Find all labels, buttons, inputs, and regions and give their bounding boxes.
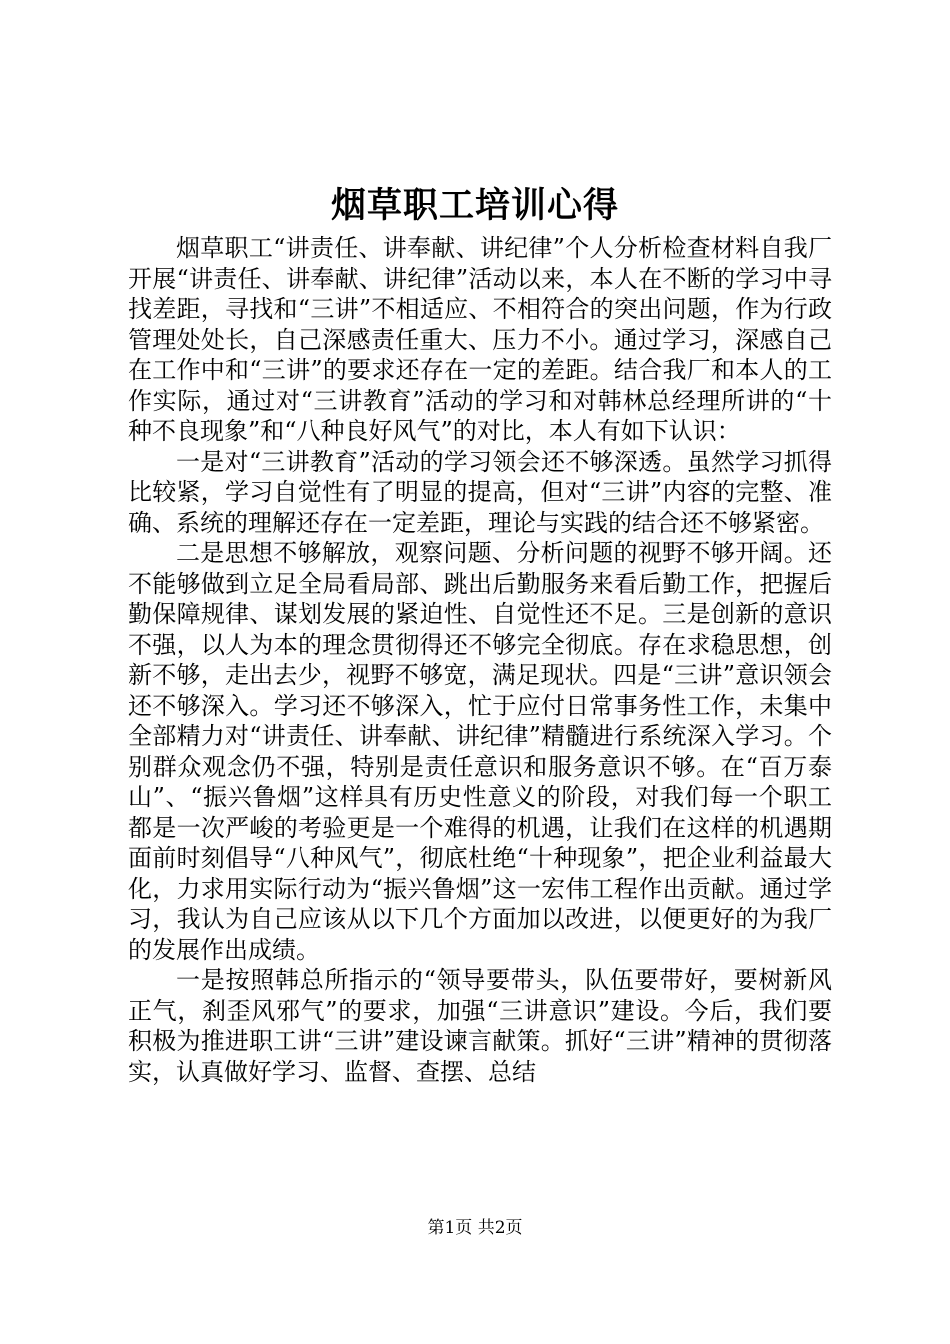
document-title: 烟草职工培训心得 xyxy=(330,185,619,226)
paragraph-intro: 烟草职工“讲责任、讲奉献、讲纪律”个人分析检查材料自我厂开展“讲责任、讲奉献、讲纪律”活动以来，本人在不断的学习中寻找差距，寻找和“三讲”不相适应、不相符合的突出问题，作为行政管理处处长，自己深感责任重大、压力不小。通过学习，深感自己在工作中和“三讲”的要求还存在一定的差距。结合我厂和本人的工作实际，通过对“三讲教育”活动的学习和对韩林总经理所讲的“十种不良现象”和“八种良好风气”的对比，本人有如下认识： xyxy=(128,234,832,445)
paragraph-point-one: 一是对“三讲教育”活动的学习领会还不够深透。虽然学习抓得比较紧，学习自觉性有了明显的提高，但对“三讲”内容的完整、准确、系统的理解还存在一定差距，理论与实践的结合还不够紧密。 xyxy=(128,447,832,537)
page-footer: 第1页 共2页 xyxy=(427,1218,523,1238)
paragraph-improvement-one: 一是按照韩总所指示的“领导要带头，队伍要带好，要树新风正气，刹歪风邪气”的要求，加强“三讲意识”建设。今后，我们要积极为推进职工讲“三讲”建设谏言献策。抓好“三讲”精神的贯彻落实，认真做好学习、监督、查摆、总结 xyxy=(128,966,832,1086)
paragraph-point-two: 二是思想不够解放，观察问题、分析问题的视野不够开阔。还不能够做到立足全局看局部、跳出后勤服务来看后勤工作，把握后勤保障规律、谋划发展的紧迫性、自觉性还不足。三是创新的意识不强，以人为本的理念贯彻得还不够完全彻底。存在求稳思想，创新不够，走出去少，视野不够宽，满足现状。四是“三讲”意识领会还不够深入。学习还不够深入，忙于应付日常事务性工作，未集中全部精力对“讲责任、讲奉献、讲纪律”精髓进行系统深入学习。个别群众观念仍不强，特别是责任意识和服务意识不够。在“百万泰山”、“振兴鲁烟”这样具有历史性意义的阶段，对我们每一个职工都是一次严峻的考验更是一个难得的机遇，让我们在这样的机遇期面前时刻倡导“八种风气”，彻底杜绝“十种现象”，把企业利益最大化，力求用实际行动为“振兴鲁烟”这一宏伟工程作出贡献。通过学习，我认为自己应该从以下几个方面加以改进，以便更好的为我厂的发展作出成绩。 xyxy=(128,539,832,964)
document-body xyxy=(128,233,832,1087)
